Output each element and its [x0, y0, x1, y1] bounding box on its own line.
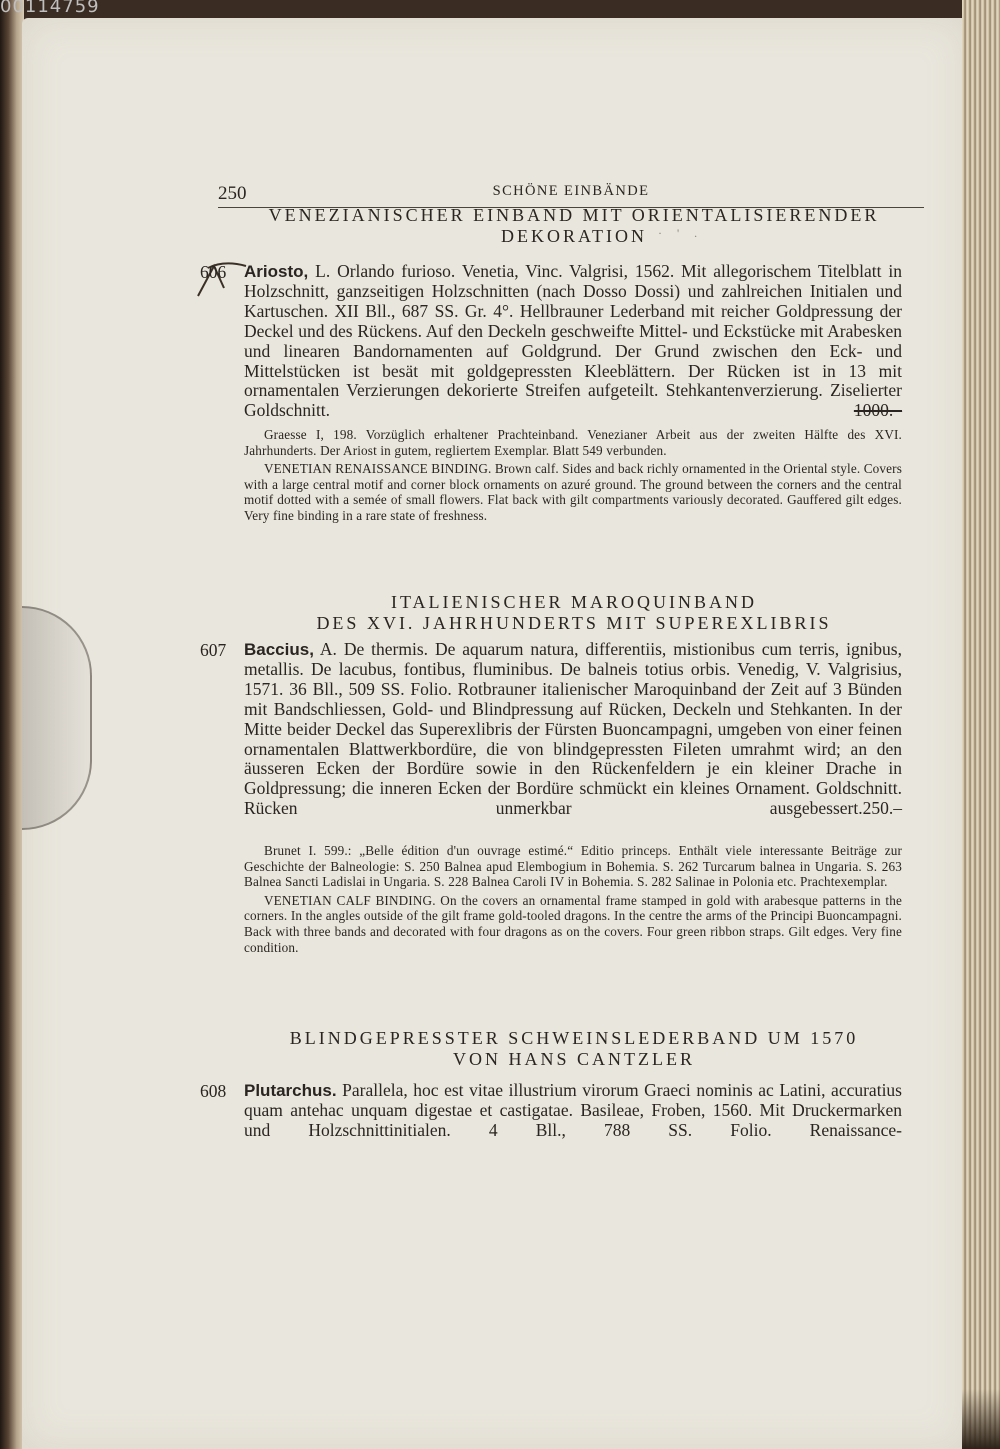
- lot-number: 606: [200, 262, 227, 282]
- section-heading: [240, 1028, 908, 1070]
- author-name: Ariosto,: [244, 262, 309, 281]
- note-reference: Brunet I. 599.: „Belle édition d'un ouvrage estimé.“ Editio princeps. Enthält viele interessante Beiträge zur Geschichte der Balneologie: S. 250 Balnea apud Elembogium in Bohemia. S. 262 Turcarum balnea in Ungaria. S. 263 Balnea Sancti Ladislai in Ungaria. S. 228 Balnea Caroli IV in Bohemia. S. 282 Salinae in Polonia etc. Prachtexemplar.: [244, 843, 902, 890]
- entry-text: L. Orlando furioso. Venetia, Vinc. Valgrisi, 1562. Mit allegorischem Titelblatt in Holzschnitt, ganzseitigen Holzschnitten (nach Dosso Dossi) und zahlreichen Initialen und Kartuschen. XII Bll., 687 SS. Gr. 4°. Hellbrauner Lederband mit reicher Goldpressung der Deckel und des Rückens. Auf den Deckeln geschweifte Mittel- und Eckstücke mit Arabesken und linearen Bandornamenten auf Goldgrund. Der Grund zwischen den Eck- und Mittelstücken ist besät mit goldgepressten Kleeblättern. Der Rücken ist in 13 mit ornamentalen Verzierungen dekorierte Streifen aufgeteilt. Stehkantenverzierung. Ziselierter Goldschnitt.: [244, 261, 903, 421]
- section-heading: [240, 592, 908, 634]
- entry-body: [244, 262, 902, 421]
- lot-price: 250.–: [862, 798, 902, 819]
- entry-text: Parallela, hoc est vitae illustrium virorum Graeci nominis ac Latini, accuratius quam antehac unquam digestae et castigatae. Basileae, Froben, 1560. Mit Druckermarken und Holzschnittinitialen. 4 Bll., 788 SS. Folio. Renaissance-: [244, 1080, 902, 1140]
- heading-line: ITALIENISCHER MAROQUINBAND: [390, 592, 758, 612]
- scan-corner-id: 00114759: [0, 0, 100, 17]
- section-heading: [240, 205, 908, 247]
- page-number: 250: [218, 183, 247, 204]
- note-english: VENETIAN CALF BINDING. On the covers an ornamental frame stamped in gold with arabesque patterns in the corners. In the angles outside of the gilt frame gold-tooled dragons. In the centre the arms of the Principi Buoncampagni. Back with three bands and decorated with four dragons as on the covers. Four green ribbon straps. Gilt edges. Very fine condition.: [244, 892, 902, 955]
- entry-text: A. De thermis. De aquarum natura, differentiis, mistionibus cum terris, ignibus, metallis. De lacubus, fontibus, fluminibus. De balneis totius orbis. Venedig, V. Valgrisius, 1571. 36 Bll., 509 SS. Folio. Rotbrauner italienischer Maroquinband der Zeit auf 3 Bünden mit Bandschliessen, Gold- und Blindpressung auf Rücken, Deckeln und Stehkanten. In der Mitte beider Deckel das Superexlibris der Fürsten Buoncampagni, umgeben von einer feinen ornamentalen Blattwerkbordüre, die von blindgepressten Fileten umrahmt wird; an den äusseren Ecken der Bordüre sowie in den Rückenfeldern je ein kleiner Drache in Goldpressung; die inneren Ecken der Bordüre schmückt ein kleines Ornament. Goldschnitt. Rücken unmerkbar ausgebessert.: [244, 639, 902, 819]
- lot-number: 607: [200, 640, 227, 660]
- notes-block: [244, 843, 902, 958]
- book-gutter-shadow: [0, 0, 24, 1449]
- heading-line: BLINDGEPRESSTER SCHWEINSLEDERBAND UM 1570: [289, 1028, 859, 1048]
- lot-price: 1000.–: [853, 400, 902, 421]
- author-name: Plutarchus.: [244, 1081, 337, 1100]
- running-title: SCHÖNE EINBÄNDE: [492, 183, 650, 199]
- entry-body: [244, 640, 902, 819]
- catalog-entry: [200, 1081, 902, 1141]
- page-clip: [22, 606, 92, 830]
- note-english: VENETIAN RENAISSANCE BINDING. Brown calf. Sides and back richly ornamented in the Oriental style. Covers with a large central motif and corner block ornaments on azuré ground. The ground between the corners and the central motif dotted with a semée of small flowers. Flat back with gilt compartments variously decorated. Gauffered gilt edges. Very fine binding in a rare state of freshness.: [244, 461, 902, 523]
- catalog-entry: [200, 262, 902, 421]
- catalog-entry: [200, 640, 902, 819]
- entry-body: [244, 1081, 902, 1141]
- notes-block: [244, 427, 902, 527]
- heading-line: DEKORATION: [501, 226, 647, 246]
- speckle-marks: . · ' .: [640, 226, 704, 240]
- author-name: Baccius,: [244, 640, 314, 659]
- heading-line: VON HANS CANTZLER: [453, 1049, 695, 1069]
- heading-line: DES XVI. JAHRHUNDERTS MIT SUPEREXLIBRIS: [316, 613, 832, 633]
- book-fore-edge: [962, 0, 1000, 1449]
- note-reference: Graesse I, 198. Vorzüglich erhaltener Prachteinband. Venezianer Arbeit aus der zweiten Hälfte des XVI. Jahrhunderts. Der Ariost in gutem, regliertem Exemplar. Blatt 549 verbunden.: [244, 427, 902, 458]
- lot-number: 608: [200, 1081, 227, 1101]
- heading-line: VENEZIANISCHER EINBAND MIT ORIENTALISIERENDER: [268, 205, 880, 225]
